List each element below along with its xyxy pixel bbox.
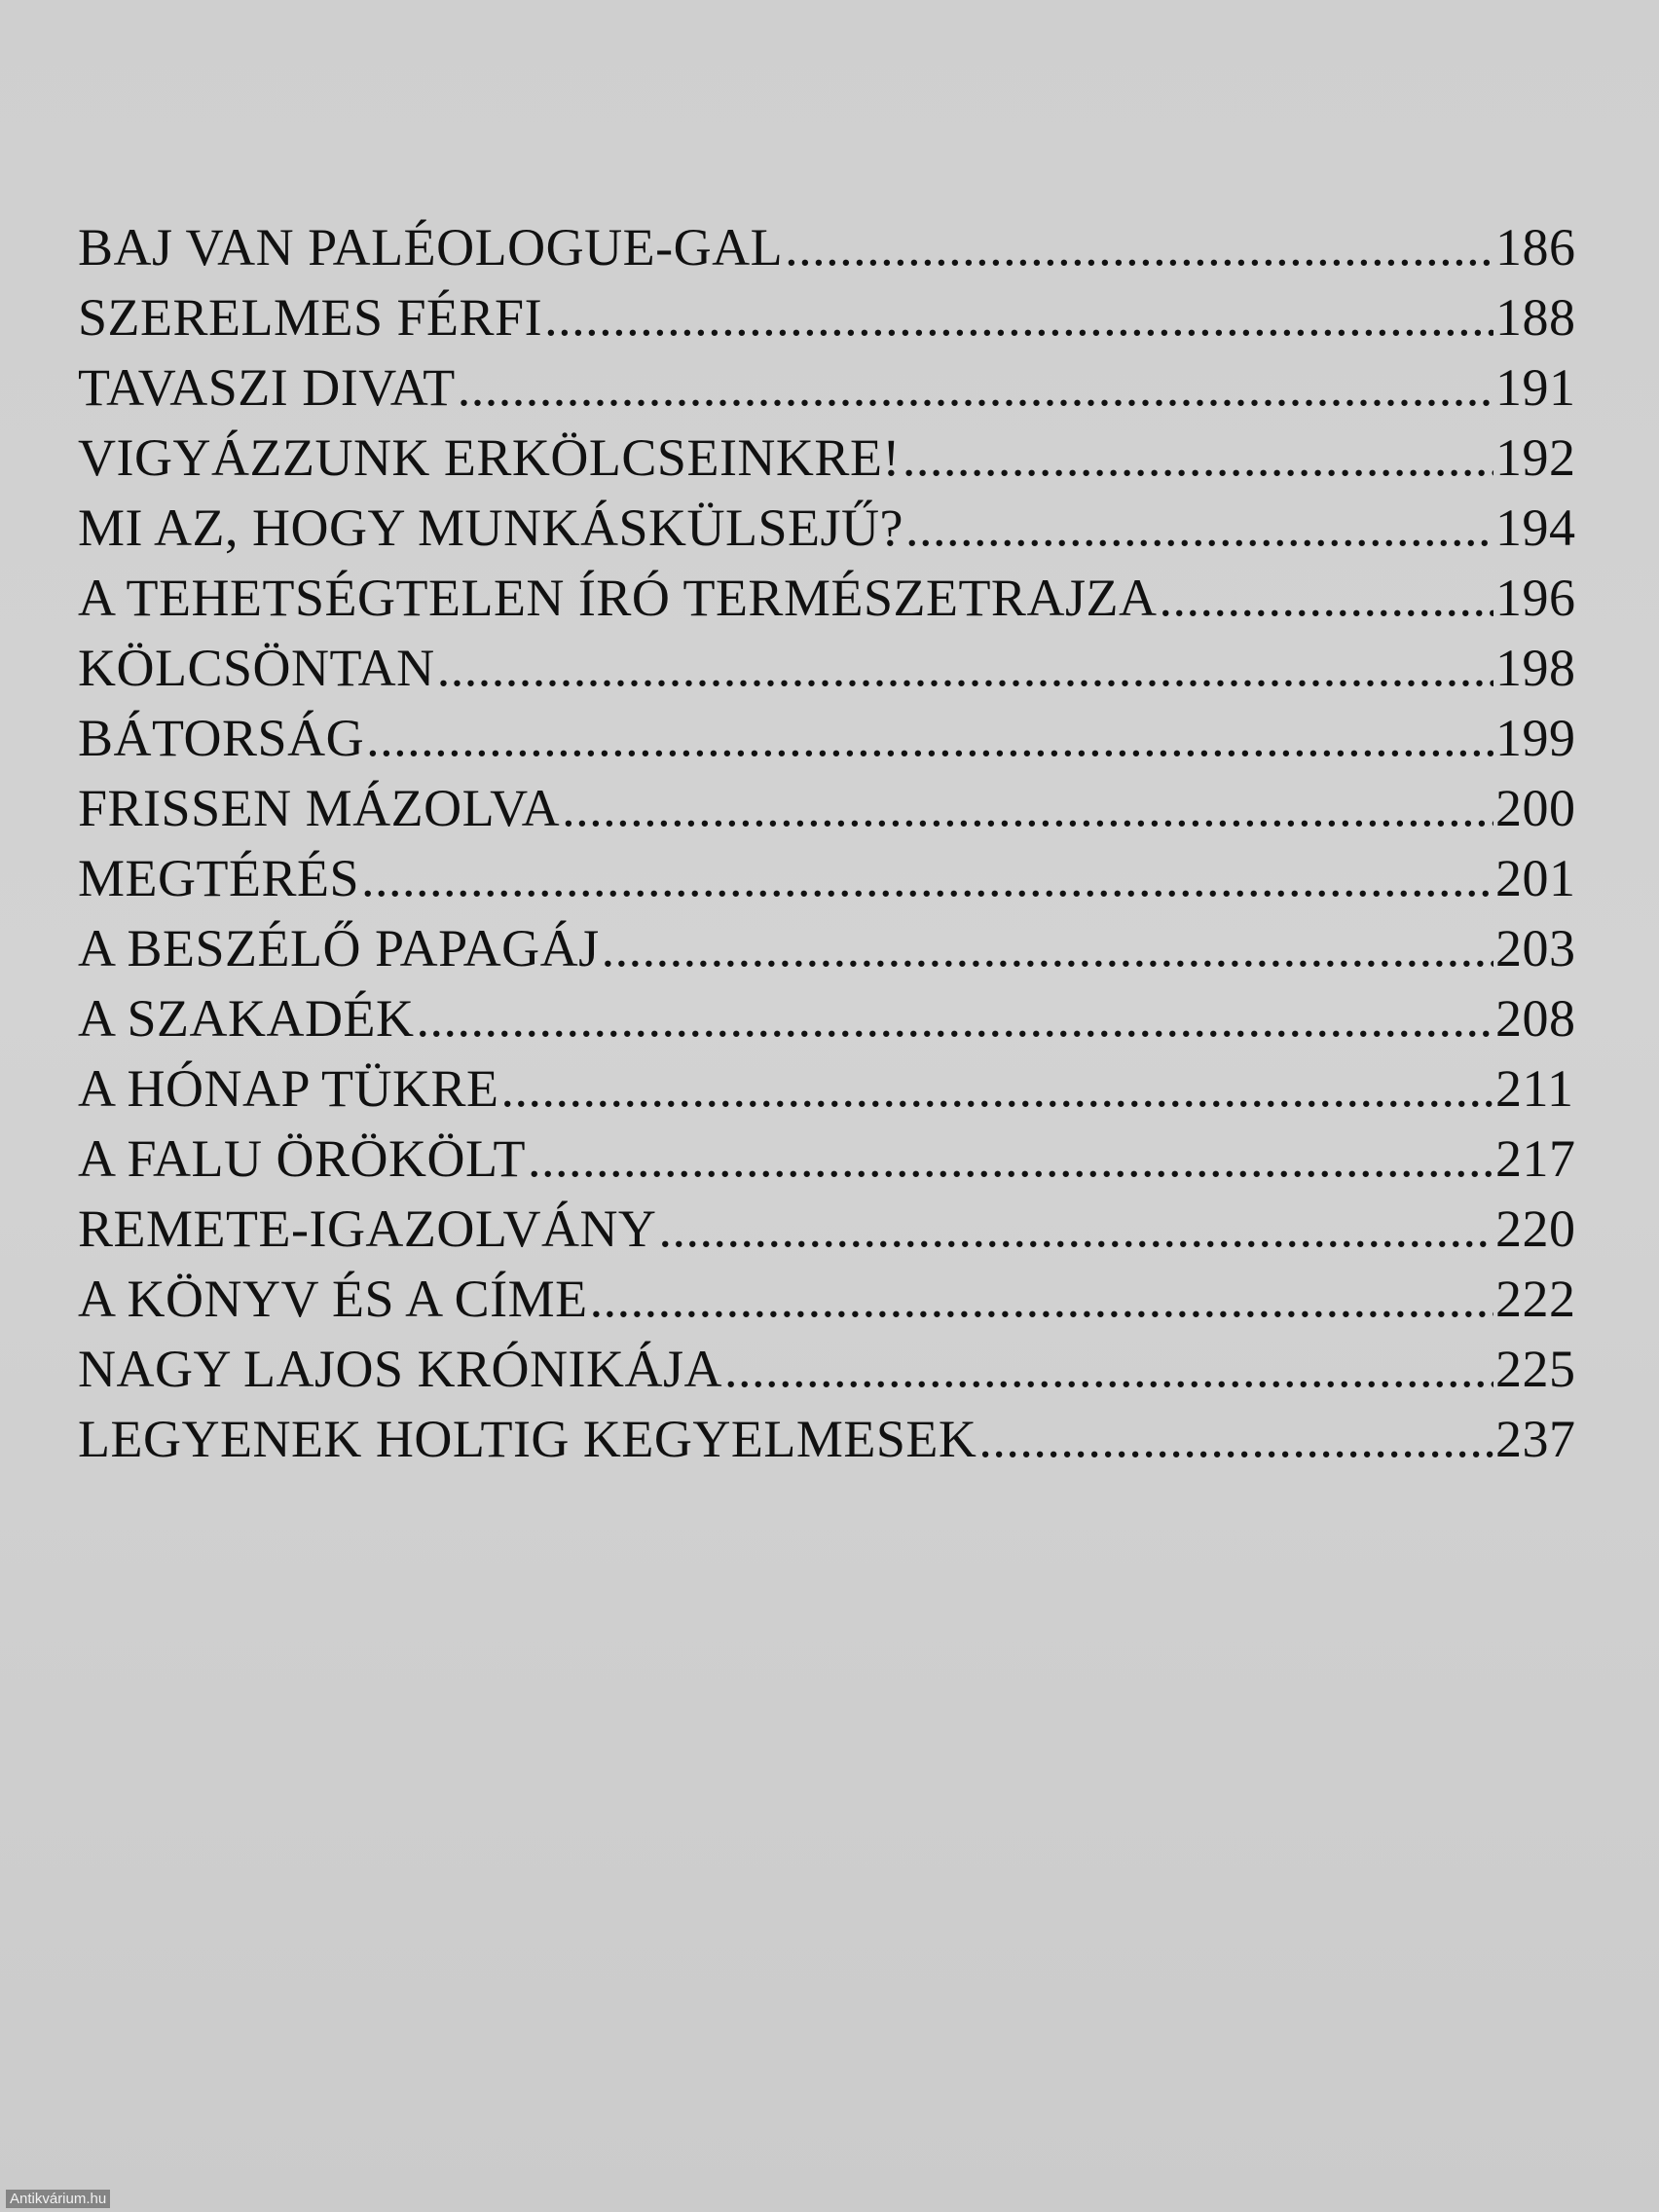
toc-entry bbox=[78, 1194, 1597, 1264]
toc-entry bbox=[78, 703, 1597, 773]
toc-entry-page: 222 bbox=[1495, 1270, 1576, 1328]
dot-leader bbox=[501, 1053, 1493, 1124]
toc-entry-page: 225 bbox=[1495, 1340, 1576, 1398]
dot-leader bbox=[544, 282, 1493, 352]
toc-entry-page: 196 bbox=[1495, 569, 1576, 627]
toc-entry bbox=[78, 212, 1597, 282]
dot-leader bbox=[528, 1124, 1493, 1194]
dot-leader bbox=[590, 1264, 1493, 1334]
toc-entry-title: LEGYENEK HOLTIG KEGYELMESEK bbox=[78, 1410, 977, 1468]
dot-leader bbox=[1159, 563, 1493, 633]
toc-entry bbox=[78, 1404, 1597, 1474]
toc-entry bbox=[78, 983, 1597, 1053]
dot-leader bbox=[724, 1334, 1493, 1404]
toc-entry bbox=[78, 1124, 1597, 1194]
toc-entry-page: 191 bbox=[1495, 358, 1576, 417]
dot-leader bbox=[978, 1404, 1493, 1474]
toc-entry-page: 186 bbox=[1495, 218, 1576, 276]
dot-leader bbox=[602, 913, 1493, 983]
toc-entry-page: 194 bbox=[1495, 498, 1576, 557]
toc-entry bbox=[78, 1053, 1597, 1124]
toc-entry-page: 237 bbox=[1495, 1410, 1576, 1468]
toc-entry-page: 220 bbox=[1495, 1199, 1576, 1258]
dot-leader bbox=[361, 843, 1493, 913]
dot-leader bbox=[366, 703, 1493, 773]
toc-entry-title: VIGYÁZZUNK ERKÖLCSEINKRE! bbox=[78, 428, 901, 487]
toc-entry-title: MEGTÉRÉS bbox=[78, 849, 360, 907]
toc-entry bbox=[78, 352, 1597, 423]
toc-entry-page: 192 bbox=[1495, 428, 1576, 487]
toc-entry bbox=[78, 282, 1597, 352]
toc-entry bbox=[78, 913, 1597, 983]
toc-entry-title: REMETE-IGAZOLVÁNY bbox=[78, 1199, 657, 1258]
toc-entry-title: BAJ VAN PALÉOLOGUE-GAL bbox=[78, 218, 784, 276]
toc-entry bbox=[78, 633, 1597, 703]
toc-entry-page: 201 bbox=[1495, 849, 1576, 907]
toc-entry-title: FRISSEN MÁZOLVA bbox=[78, 779, 561, 837]
dot-leader bbox=[905, 493, 1493, 563]
toc-entry-page: 208 bbox=[1495, 989, 1576, 1048]
toc-entry-page: 203 bbox=[1495, 919, 1576, 977]
toc-entry-page: 211 bbox=[1495, 1059, 1574, 1118]
toc-entry-page: 188 bbox=[1495, 288, 1576, 347]
toc-entry-title: KÖLCSÖNTAN bbox=[78, 639, 435, 697]
toc-entry-title: TAVASZI DIVAT bbox=[78, 358, 456, 417]
dot-leader bbox=[437, 633, 1493, 703]
toc-entry-title: A KÖNYV ÉS A CÍME bbox=[78, 1270, 588, 1328]
toc-entry-page: 198 bbox=[1495, 639, 1576, 697]
toc-entry-title: BÁTORSÁG bbox=[78, 709, 365, 767]
toc-entry bbox=[78, 563, 1597, 633]
toc-entry bbox=[78, 773, 1597, 843]
toc-entry-title: NAGY LAJOS KRÓNIKÁJA bbox=[78, 1340, 723, 1398]
dot-leader bbox=[785, 212, 1493, 282]
dot-leader bbox=[458, 352, 1493, 423]
site-watermark: Antikvárium.hu bbox=[6, 2190, 110, 2208]
toc-entry bbox=[78, 843, 1597, 913]
toc-entry-page: 217 bbox=[1495, 1129, 1576, 1188]
dot-leader bbox=[658, 1194, 1493, 1264]
dot-leader bbox=[562, 773, 1493, 843]
toc-entry bbox=[78, 1264, 1597, 1334]
table-of-contents bbox=[78, 212, 1597, 1474]
toc-entry-title: A BESZÉLŐ PAPAGÁJ bbox=[78, 919, 600, 977]
toc-entry-title: SZERELMES FÉRFI bbox=[78, 288, 543, 347]
toc-entry-title: A FALU ÖRÖKÖLT bbox=[78, 1129, 527, 1188]
dot-leader bbox=[903, 423, 1493, 493]
toc-entry-title: A SZAKADÉK bbox=[78, 989, 415, 1048]
toc-entry-title: MI AZ, HOGY MUNKÁSKÜLSEJŰ? bbox=[78, 498, 903, 557]
toc-entry-title: A TEHETSÉGTELEN ÍRÓ TERMÉSZETRAJZA bbox=[78, 569, 1158, 627]
dot-leader bbox=[417, 983, 1493, 1053]
toc-entry bbox=[78, 493, 1597, 563]
toc-entry-page: 199 bbox=[1495, 709, 1576, 767]
toc-entry bbox=[78, 423, 1597, 493]
toc-entry-title: A HÓNAP TÜKRE bbox=[78, 1059, 499, 1118]
toc-entry bbox=[78, 1334, 1597, 1404]
toc-entry-page: 200 bbox=[1495, 779, 1576, 837]
